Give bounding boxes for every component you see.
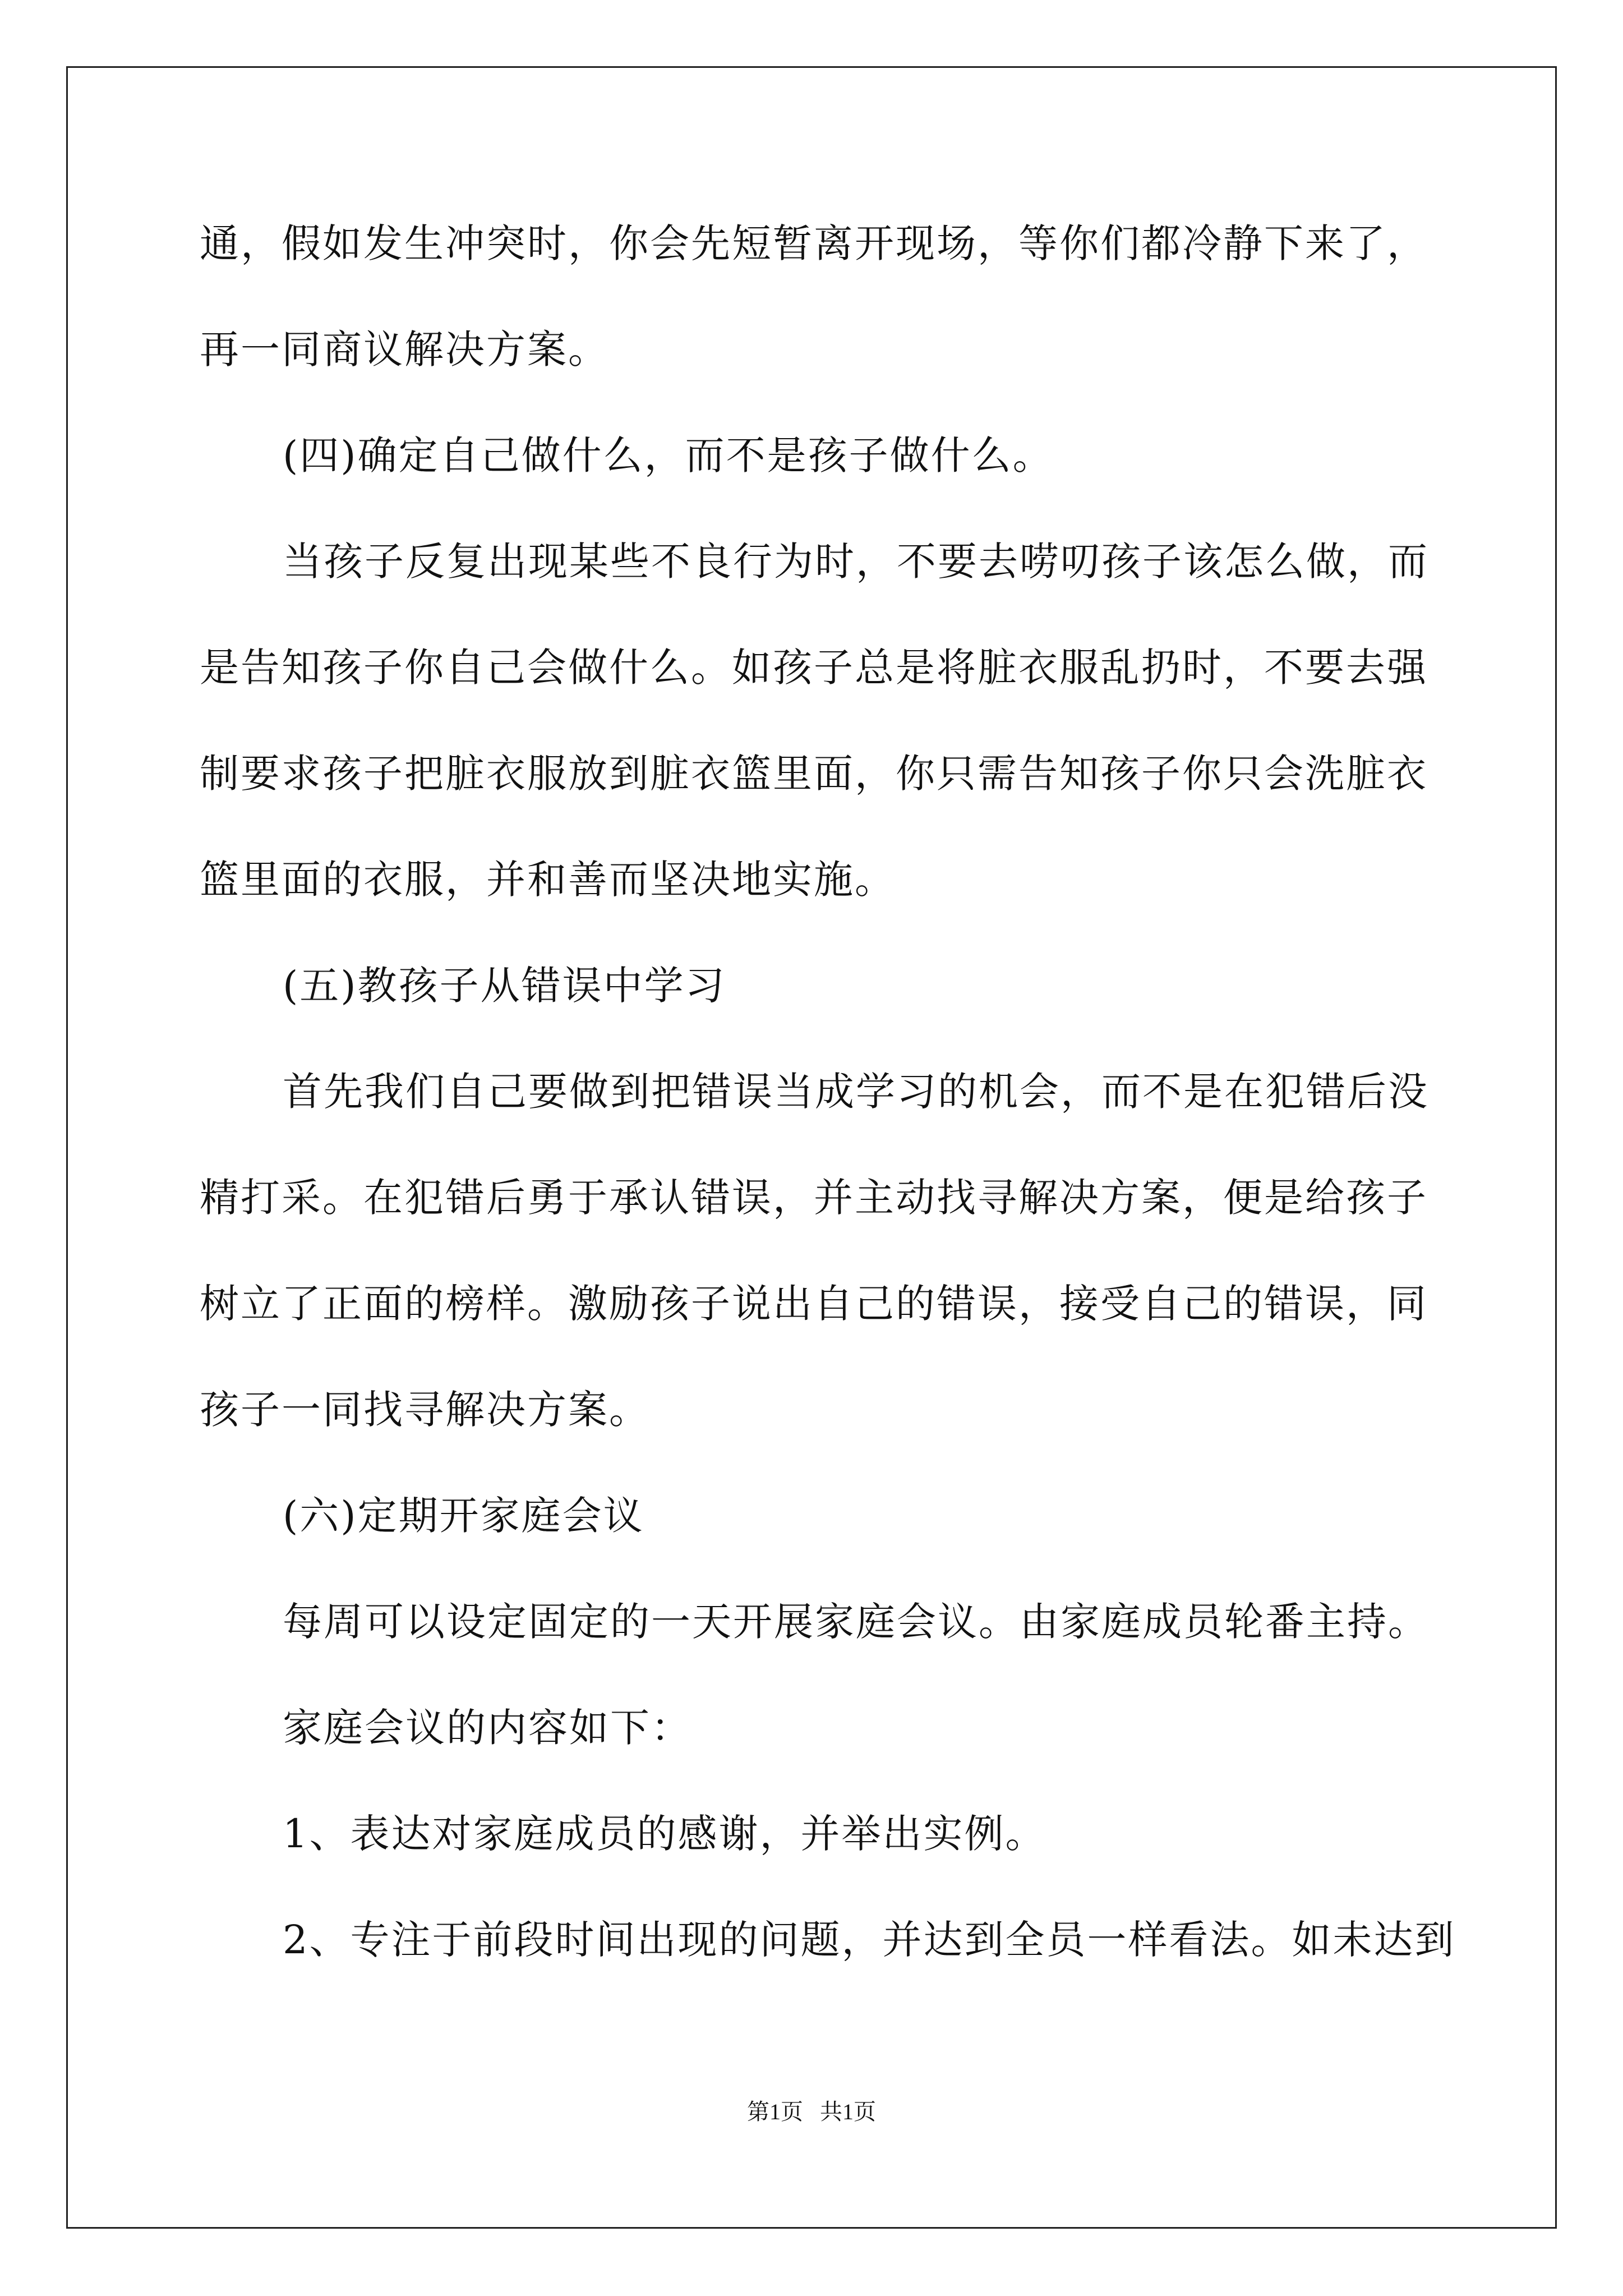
list-item: 1、表达对家庭成员的感谢，并举出实例。 [283,1811,1046,1857]
body-line: 每周可以设定固定的一天开展家庭会议。由家庭成员轮番主持。 [283,1599,1429,1645]
section-heading: (六)定期开家庭会议 [283,1493,644,1539]
body-line: 树立了正面的榜样。激励孩子说出自己的错误，接受自己的错误，同 [200,1281,1428,1327]
body-line: 孩子一同找寻解决方案。 [200,1387,650,1433]
body-line: 当孩子反复出现某些不良行为时，不要去唠叨孩子该怎么做，而 [283,539,1429,585]
body-line: 再一同商议解决方案。 [200,326,609,372]
body-line: 是告知孩子你自己会做什么。如孩子总是将脏衣服乱扔时，不要去强 [200,645,1428,691]
body-line: 精打采。在犯错后勇于承认错误，并主动找寻解决方案，便是给孩子 [200,1175,1428,1221]
document-body [200,191,1456,1993]
body-line: 篮里面的衣服，并和善而坚决地实施。 [200,857,896,903]
section-heading: (四)确定自己做什么，而不是孩子做什么。 [283,432,1054,478]
body-line: 首先我们自己要做到把错误当成学习的机会，而不是在犯错后没 [283,1069,1429,1115]
section-heading: (五)教孩子从错误中学习 [283,963,726,1009]
body-line: 家庭会议的内容如下： [283,1705,692,1751]
body-line: 通，假如发生冲突时，你会先短暂离开现场，等你们都冷静下来了， [200,220,1428,266]
body-line: 制要求孩子把脏衣服放到脏衣篮里面，你只需告知孩子你只会洗脏衣 [200,751,1428,797]
list-item: 2、专注于前段时间出现的问题，并达到全员一样看法。如未达到 [283,1917,1456,1963]
page-footer: 第1页 共1页 [747,2099,876,2124]
